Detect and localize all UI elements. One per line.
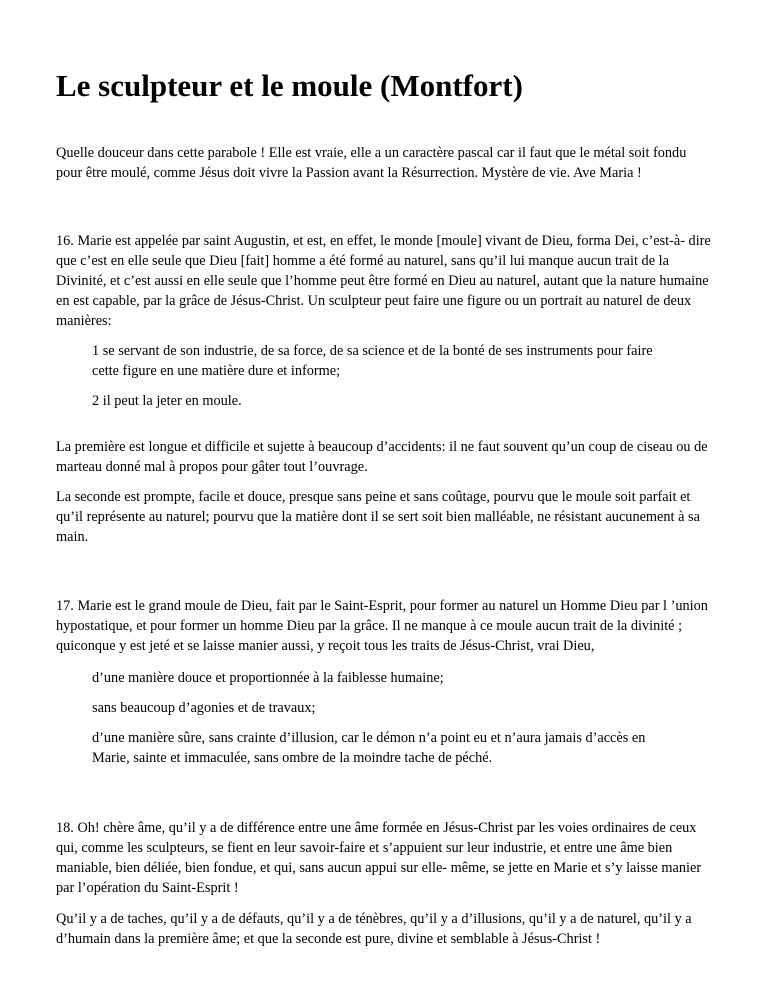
- section-17-item-3: d’une manière sûre, sans crainte d’illusion, car le démon n’a point eu et n’aura jamais d’accès en Marie, sainte et immaculée, sans ombre de la moindre tache de péché.: [92, 730, 646, 766]
- section-18-closing-paragraph: Qu’il y a de taches, qu’il y a de défauts, qu’il y a de ténèbres, qu’il y a d’illusions, qu’il y a de naturel, qu’il y a d’humain dans la première âme; et que la seconde est pure, divine et semblable à Jésus-Christ !: [56, 911, 692, 947]
- section-16-paragraph: 16. Marie est appelée par saint Augustin, et est, en effet, le monde [moule] vivant de Dieu, forma Dei, c’est-à- dire que c’est en elle seule que Dieu [fait] homme a été formé au naturel, sans qu’il lui manque aucun trait de la Divinité, et c’est aussi en elle seule que l’homme peut être formé en Dieu au naturel, autant que la nature humaine en est capable, par la grâce de Jésus-Christ. Un sculpteur peut faire une figure ou un portrait au naturel de deux manières:: [56, 233, 711, 329]
- section-17-paragraph: 17. Marie est le grand moule de Dieu, fait par le Saint-Esprit, pour former au naturel un Homme Dieu par l ’union hypostatique, et pour former un homme Dieu par la grâce. Il ne manque à ce moule aucun trait de la divinité ; quiconque y est jeté et se laisse manier aussi, y reçoit tous les traits de Jésus-Christ, vrai Dieu,: [56, 598, 708, 654]
- page-title: Le sculpteur et le moule (Montfort): [56, 68, 523, 103]
- section-16-item-2: 2 il peut la jeter en moule.: [92, 393, 242, 409]
- section-17-item-1: d’une manière douce et proportionnée à la faiblesse humaine;: [92, 670, 444, 686]
- section-17-item-2: sans beaucoup d’agonies et de travaux;: [92, 700, 316, 716]
- intro-paragraph: Quelle douceur dans cette parabole ! Elle est vraie, elle a un caractère pascal car il faut que le métal soit fondu pour être moulé, comme Jésus doit vivre la Passion avant la Résurrection. Mystère de vie. Ave Maria !: [56, 145, 687, 181]
- section-16-paragraph-first-method: La première est longue et difficile et sujette à beaucoup d’accidents: il ne faut souvent qu’un coup de ciseau ou de marteau donné mal à propos pour gâter tout l’ouvrage.: [56, 439, 708, 475]
- section-16-paragraph-second-method: La seconde est prompte, facile et douce, presque sans peine et sans coûtage, pourvu que le moule soit parfait et qu’il représente au naturel; pourvu que la matière dont il se sert soit bien malléable, ne résistant aucunement à sa main.: [56, 489, 700, 545]
- section-18-paragraph: 18. Oh! chère âme, qu’il y a de différence entre une âme formée en Jésus-Christ par les voies ordinaires de ceux qui, comme les sculpteurs, se fient en leur savoir-faire et s’appuient sur leur industrie, et entre une âme bien maniable, bien déliée, bien fondue, et qui, sans aucun appui sur elle- même, se jette en Marie et s’y laisse manier par l’opération du Saint-Esprit !: [56, 820, 702, 896]
- section-16-item-1: 1 se servant de son industrie, de sa force, de sa science et de la bonté de ses instruments pour faire cette figure en une matière dure et informe;: [92, 343, 653, 379]
